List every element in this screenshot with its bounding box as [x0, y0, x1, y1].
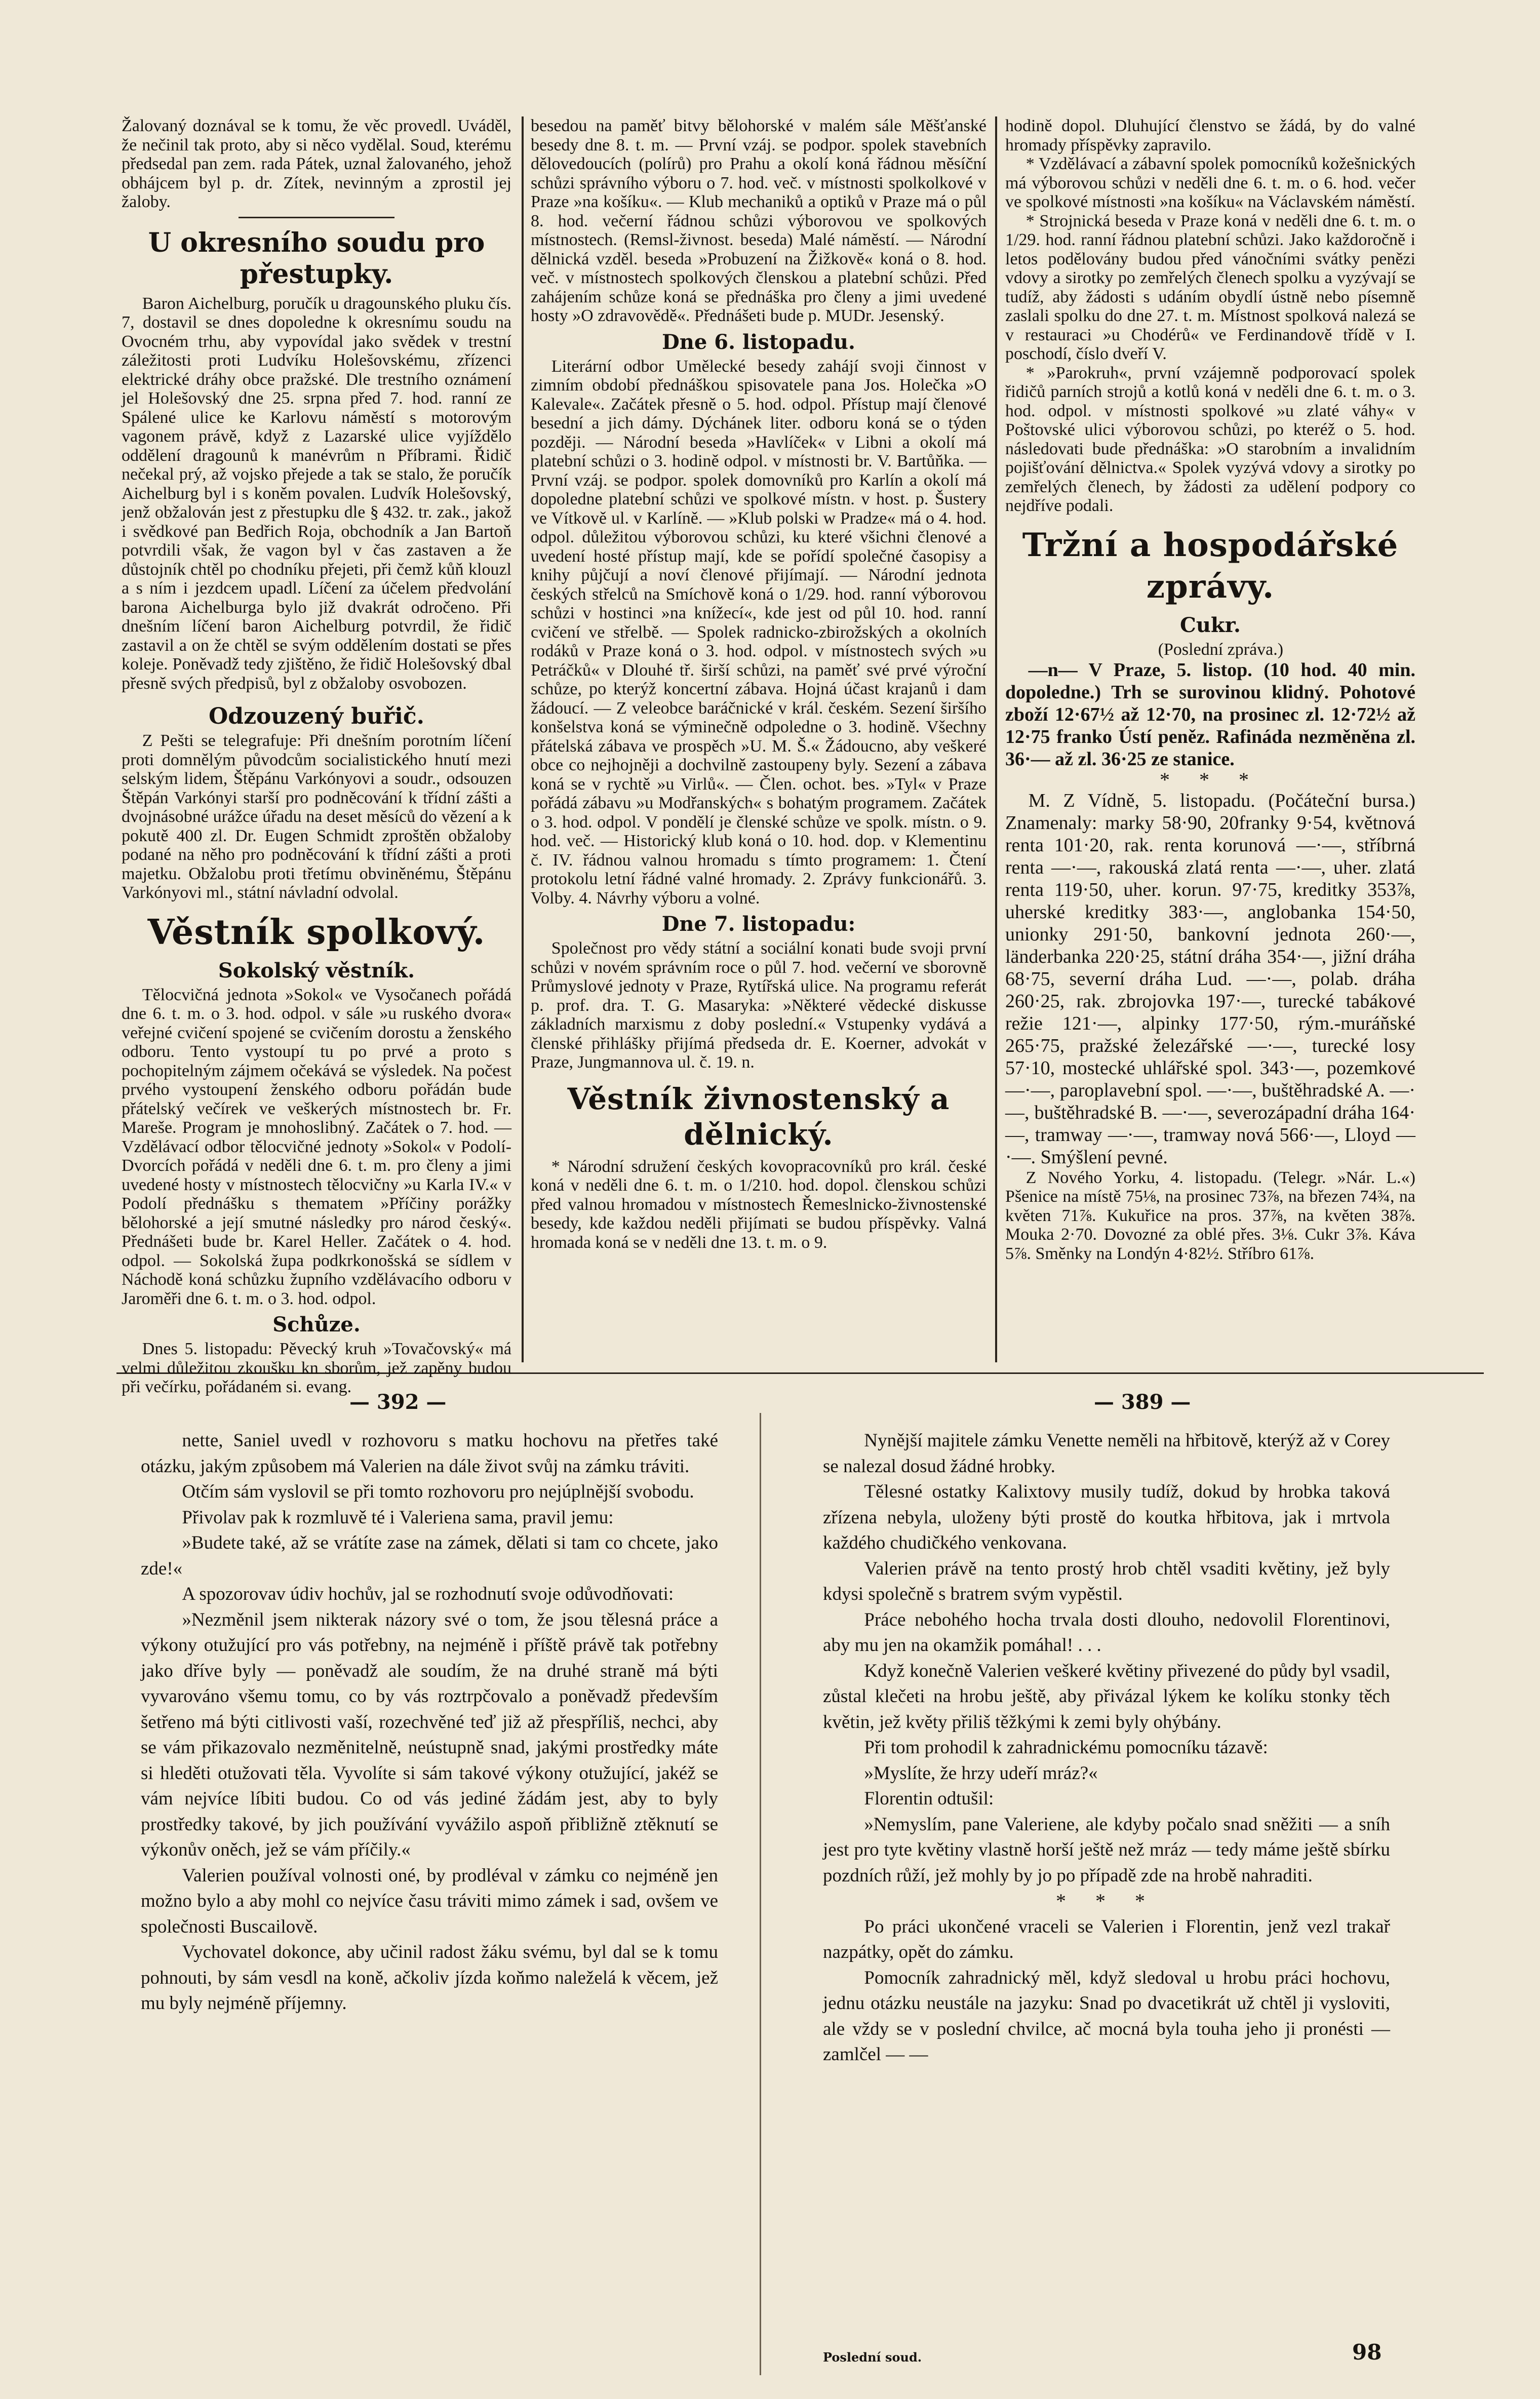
story-paragraph: Pomocník zahradnický měl, když sledoval u hrobu práci hochovu, jednu otázku neustále na jazyku: Snad po dvacetikrát už chtěl ji vysloviti, ale vždy se v poslední chvilce, ač mocná byla touha jeho ji pronésti — zamlčel — — [823, 1967, 1390, 2065]
story-page-left [141, 1428, 718, 2380]
vienna-bourse-report: M. Z Vídně, 5. listopadu. (Počáteční bursa.) Znamenaly: marky 58·90, 20franky 9·54, květnová renta 101·20, rak. renta korunová —·—, stříbrná renta —·—, rakouská zlatá renta —·—, uher. zlatá renta 119·50, uher. korun. 97·75, kreditky 353⅞, uherské kreditky 383·—, anglobanka 154·50, unionky 291·50, bankovní jednota 260·—, länderbanka 220·25, státní dráha 354·—, jižní dráha 68·75, severní dráha Lud. —·—, polab. dráha 260·25, rak. zbrojovka 197·—, turecké tabákové režie 121·—, alpinky 177·50, rým.-muráňské 265·75, pražské železářské —·—, turecké losy 57·10, mostecké uhlářské spol. 343·—, pozemkové —·—, paroplavební spol. —·—, buštěhradské A. —·—, buštěhradské B. —·—, severozápadní dráha 164·—, tramway —·—, tramway nová 566·—, Lloyd —·—. Smýšlení pevné. [1005, 790, 1415, 1168]
trade-notice-5: * »Parokruh«, první vzájemně podporovací spolek řidičů parních strojů a kotlů koná v neděli dne 6. t. m. o 3. hod. odpol. v místnosti spolkové »u zlaté váhy« v Poštovské ulici výborovou schůzi, po kteréž o 5. hod. následovati bude přednáška: »O starobním a invalidním pojišťování dělnictva.« Spolek vyzývá vdovy a sirotky po zemřelých členech, by žádosti za udělení podpory co nejdříve podali. [1005, 363, 1415, 515]
story-footer-label: Poslední soud. [823, 2350, 922, 2365]
story-paragraph: A spozorovav údiv hochův, jal se rozhodnutí svoje odůvodňovati: [182, 1584, 674, 1604]
news-column-3 [1005, 116, 1415, 1362]
heading-nov-7: Dne 7. listopadu: [661, 912, 856, 936]
story-paragraph: Vychovatel dokonce, aby učinil radost žáku svému, byl dal se k tomu pohnouti, by sám vesdl na koně, ačkoliv jízda koňmo naleželá k věcem, jež mu byly nejméně příjemny. [141, 1942, 718, 2014]
story-paragraph: »Budete také, až se vrátíte zase na zámek, dělati si tam co chcete, jako zde!« [141, 1532, 718, 1579]
story-paragraph: Otčím sám vyslovil se při tomto rozhovoru pro nejúplnější svobodu. [182, 1481, 694, 1502]
sugar-report-prague: —n— V Praze, 5. listop. (10 hod. 40 min. dopoledne.) Trh se surovinou klidný. Pohotové zboží 12·67½ až 12·70, na prosinec zl. 12·72½ až 12·75 franko Ústí peněz. Rafináda nezměněna zl. 36·— až zl. 36·25 ze stanice. [1005, 659, 1415, 770]
article-pest: Z Pešti se telegrafuje: Při dnešním porotním líčení proti domnělým původcům socialistického hnutí mezi selským lidem, Štěpánu Varkónyovi a soudr., odsouzen Štěpán Varkónyi starší pro podněcování k třídní zášti a dvojnásobné urážce úřadu na deset měsíců do vězení a k pokutě 400 zl. Dr. Eugen Schmidt zproštěn obžaloby podané na něho pro podněcování k třídní zášti a proti majetku. Obžalobu proti třetímu obviněnému, Štěpánu Varkónyovi ml., státní návladní odvolal. [122, 731, 511, 902]
heading-club-bulletin: Věstník spolkový. [147, 912, 486, 953]
heading-nov-6: Dne 6. listopadu. [662, 330, 855, 354]
story-paragraph: »Nemyslím, pane Valeriene, ale kdyby počalo snad sněžiti — a sníh jest pro tyte květiny vlastně horší ještě než mráz — tedy máme ještě sbírku pozdních růží, jež mohly by jo po případě zde na hrobě nahraditi. [823, 1814, 1390, 1886]
story-paragraph: »Myslíte, že hrzy udeří mráz?« [864, 1762, 1098, 1784]
heading-trade-bulletin: Věstník živnostenský a dělnický. [567, 1081, 950, 1152]
story-paragraph: Přivolav pak k rozmluvě té i Valeriena sama, pravil jemu: [182, 1507, 614, 1528]
sugar-subtitle: (Poslední zpráva.) [1158, 640, 1284, 659]
story-paragraph: Při tom prohodil k zahradnickému pomocníku tázavě: [864, 1737, 1268, 1758]
column-divider-2 [995, 116, 997, 1362]
story-paragraph: Valerien používal volnosti oné, by prodléval v zámku co nejméně jen možno bylo a aby mohl co nejvíce času tráviti mimo zámek i sad, ovšem ve společnosti Buscailově. [141, 1865, 718, 1937]
story-paragraph: »Nezměnil jsem nikterak názory své o tom, že jsou tělesná práce a výkony otužující pro vás potřebny, na nejméně i příště právě tak potřebny jako dříve byly — poněvadž ale soudím, že na druhé straně má býti vyvarováno všemu tomu, co by vás roztrpčovalo a poněvadž především šetřeno má býti citlivosti vaší, rozechvěné teď již až přespříliš, nechci, aby se vám přikazovalo nezměnitelně, neústupně snad, jakými prostředky máte si hleděti otužovati těla. Vyvolíte si sám takové výkony otužující, jakéž se vám nejvíce líbiti budou. Co od vás jediné žádám jest, aby to byly prostředky takové, by jich používání vyvážilo aspoň přibližně ztěknutí se výkonův oněch, jež se vám příčily.« [141, 1609, 718, 1860]
heading-sugar: Cukr. [1180, 613, 1241, 637]
news-column-1 [122, 116, 511, 1396]
story-paragraph: Po práci ukončené vraceli se Valerien i Florentin, jenž vezl trakař nazpátky, opět do zámku. [823, 1916, 1390, 1962]
page-number-right: — 389 — [1094, 1390, 1191, 1414]
court-report-intro: Žalovaný doznával se k tomu, že věc provedl. Uváděl, že nečinil tak proto, aby si něco vydělal. Soud, kterému předsedal pan zem. rada Pátek, uznal žalovaného, jehož obhájcem byl p. dr. Zítek, nevinným a zprostil jej žaloby. [122, 116, 511, 211]
story-stars: * * * [1056, 1890, 1157, 1912]
new-york-report: Z Nového Yorku, 4. listopadu. (Telegr. »Nár. L.«) Pšenice na místě 75⅛, na prosinec 73⅞, na březen 74¾, na květen 71⅞. Kukuřice na pros. 37⅞, na květen 38⅞. Mouka 2·70. Dovozné za oblé přes. 3⅛. Cukr 3⅞. Káva 5⅞. Směnky na Londýn 4·82½. Stříbro 61⅞. [1005, 1168, 1415, 1263]
heading-meetings: Schůze. [272, 1313, 361, 1336]
trade-notice-4: * Strojnická beseda v Praze koná v neděli dne 6. t. m. o 1/29. hod. ranní řádnou platební schůzi. Jako každoročně i letos podělovány budou před vánočními svátky penězi vdovy a sirotky po zemřelých členech spolku a vyzývají se tudíž, aby žádosti s udáním obydlí ústně nebo písemně zaslali spolku do dne 27. t. m. Místnost spolková nalezá se v restauraci »u Chodérů« ve Ferdinandově třídě v I. poschodí, číslo dveří V. [1005, 211, 1415, 363]
heading-district-court: U okresního soudu pro přestupky. [148, 227, 485, 290]
story-paragraph: Nynější majitele zámku Venette neměli na hřbitově, kterýž až v Corey se nalezal dosud žádné hrobky. [823, 1430, 1390, 1477]
rule [239, 217, 394, 218]
section-stars: * * * [1160, 768, 1261, 791]
trade-notice-2: hodině dopol. Dluhující členstvo se žádá, by do valné hromady příspěvky zapravilo. [1005, 116, 1415, 154]
column-divider-1 [522, 116, 524, 1362]
story-paragraph: Florentin odtušil: [864, 1788, 994, 1809]
heading-sokol-bulletin: Sokolský věstník. [218, 958, 415, 982]
story-footer-number: 98 [1352, 2340, 1382, 2365]
news-column-2 [531, 116, 986, 1362]
story-paragraph: Tělesné ostatky Kalixtovy musily tudíž, dokud by hrobka taková zřízena nebyla, uloženy býti prostě do koutka hřbitova, jak i mrtvola každého chudičkého venkovana. [823, 1481, 1390, 1553]
club-notices-3: Společnost pro vědy státní a sociální konati bude svoji první schůzi v novém správním roce o půl 7. hod. večerní ve sborovně Průmyslové jednoty v Praze, Rytířská ulice. Na programu referát p. prof. dra. T. G. Masaryka: »Některé vědecké diskusse základních marxismu z doby poslední.« Vstupenky vydává a členské přihlášky přijímá předseda dr. E. Koerner, advokát v Praze, Jungmannova ul. č. 19. n. [531, 939, 986, 1072]
club-notices-2: Literární odbor Umělecké besedy zahájí svoji činnost v zimním období přednáškou spisovatele pana Jos. Holečka »O Kalevale«. Začátek přesně o 5. hod. odpol. Přístup mají členové besední a jich dámy. Dýchánek liter. odboru koná se o týden později. — Národní beseda »Havlíček« v Libni a okolí má platební schůzi o 3. hodině odpol. v místnosti br. V. Bartůňka. — První vzáj. se podpor. spolek domovníků pro Karlín a okolí má dopoledne platební schůzi ve spolkové místn. v host. p. Šustery ve Vítkově ul. v Karlíně. — »Klub polski w Pradze« má o 4. hod. odpol. důležitou výborovou schůzi, ku které všichni členové a uvedení hosté přístup mají, kde se pořídí společné časopisy a knihy půjčují a noví členové přijímají. — Národní jednota českých střelců na Smíchově koná o 1/29. hod. ranní výborovou schůzi v hostinci »na knížecí«, kde jest od půl 10. hod. ranní cvičení ve střelbě. — Spolek radnicko-zbirožských a okolních rodáků v Praze koná o 3. hod. odpol. v místnostech svých »u Petráčků« v Dlouhé tř. širší schůzi, na paměť své prvé výroční schůze, po kterýž koncertní zábava. Hojná účast krajanů i dam žádoucí. — Z veleobce baráčnické v král. českém. Sezení širšího konšelstva koná se výminečně odpoledne o 3. hodině. Všechny přátelská zábava ve prospěch »U. M. Š.« Žádoucno, aby veškeré obce co nejhojněji a dochvilně zastoupeny byly. Sezení a zábava koná se v rychtě »u Virlů«. — Člen. ochot. bes. »Tyl« v Praze pořádá zábavu »u Modřanských« s bohatým programem. Začátek o 3. hod. odpol. V pondělí je členské schůze ve spolk. místn. o 9. hod. več. — Historický klub koná o 10. hod. dop. v Klementinu č. IV. řádnou valnou hromadu s tímto programem: 1. Čtení protokolu letní řádné valné hromady. 2. Zprávy funkcionářů. 3. Volby. 4. Návrhy výboru a volné. [531, 357, 986, 908]
story-paragraph: nette, Saniel uvedl v rozhovoru s matku hochovu na přetřes také otázku, jakým způsobem má Valerien na dále život svůj na zámku tráviti. [141, 1430, 718, 1477]
story-paragraph: Valerien právě na tento prostý hrob chtěl vsaditi květiny, jež byly kdysi společně s bratrem svým vypěstil. [823, 1558, 1390, 1604]
fold-divider [760, 1413, 761, 2375]
trade-notice-3: * Vzdělávací a zábavní spolek pomocníků kožešnických má výborovou schůzi v neděli dne 6. t. m. o 6. hod. večer ve spolkové místnosti »na košíku« na Václavském náměstí. [1005, 154, 1415, 211]
article-aichelburg: Baron Aichelburg, poručík u dragounského pluku čís. 7, dostavil se dnes dopoledne k okresnímu soudu na Ovocném trhu, aby vypovídal jako svědek v trestní záležitosti proti Ludvíku Holešovskému, zřízenci elektrické dráhy obce pražské. Dle trestního oznámení jel Holešovský dne 25. srpna před 7. hod. ranní ze Spálené ulice ke Karlovu náměstí s motorovým vagonem právě, když z Lazarské ulice vyjíždělo oddělení dragounů k manévrům n Příbrami. Řidič nečekal prý, až vojsko přejede a tak se stalo, že poručík Aichelburg byl i s koněm povalen. Ludvík Holešovský, jenž obžalován jest z přestupku dle § 432. tr. zak., jakož i svědkové pan Bedřich Roja, obchodník a Jan Bartoň potvrdili však, že vagon byl v čas zastaven a že důstojník chtěl po chodníku přejeti, při čemž kůň klouzl a s ním i jezdcem upadl. Líčení za účelem předvolání barona Aichelburga bylo již dvakrát odročeno. Při dnešním líčení baron Aichelburg potvrdil, že řidič zastavil a on že chtěl se svým oddělením dostati se přes koleje. Poněvadž tedy zjištěno, že řidič Holešovský dbal přesně svých předpisů, byl z obžaloby osvobozen. [122, 294, 511, 693]
article-meetings: Dnes 5. listopadu: Pěvecký kruh »Tovačovský« má velmi důležitou zkoušku kn sborům, jež zapěny budou při večírku, pořádaném si. evang. [122, 1340, 511, 1396]
story-page-right [823, 1428, 1390, 2330]
page-number-left: — 392 — [349, 1390, 447, 1414]
heading-sentenced-agitator: Odzouzený buřič. [208, 703, 425, 729]
trade-notice-1: * Národní sdružení českých kovopracovníků pro král. české koná v neděli dne 6. t. m. o 1/210. hod. dopol. členskou schůzi před valnou hromadou v místnostech Řemeslnicko-živnostenské besedy, kde každou neděli přijímati se budou příspěvky. Valná hromada koná se v neděli dne 13. t. m. o 9. [531, 1157, 986, 1252]
heading-market-reports: Tržní a hospodářské zprávy. [1022, 526, 1399, 606]
club-notices-1: besedou na paměť bitvy bělohorské v malém sále Měšťanské besedy dne 8. t. m. — První vzáj. se podpor. spolek stavebních dělovedoucích (polírů) pro Prahu a okolí koná řádnou měsíční schůzi správního výboru o 7. hod. več. v místnosti spolkolkové v Praze »na košíku«. — Klub mechaniků a optiků v Praze má o půl 8. hod. večerní řádnou schůzi výborovou ve spolkových místnostech. (Remsl-živnost. beseda) Malé náměstí. — Národní dělnická vzděl. beseda »Probuzení na Žižkově« koná o 8. hod. več. v místnostech spolkových členskou a platební schůzi. Před zahájením schůze koná se přednáška pro členy a jimi uvedené hosty »O zdravovědě«. Přednášeti bude p. MUDr. Jesenský. [531, 116, 986, 325]
article-sokol: Tělocvičná jednota »Sokol« ve Vysočanech pořádá dne 6. t. m. o 3. hod. odpol. v sále »u ruského dvora« veřejné cvičení spojené se cvičením dorostu a ženského odboru. Tento vystoupí tu po prvé a proto s pochopitelným zájmem očekává se výsledek. Na počest prvého vystoupení ženského odboru pořádán bude přátelský večírek ve veškerých místnostech br. Fr. Mareše. Program je mnohoslibný. Začátek o 7. hod. — Vzdělávací odbor tělocvičné jednoty »Sokol« v Podolí-Dvorcích pořádá v neděli dne 6. t. m. pro členy a jimi uvedené hosty v místnostech tělocvičny »u Karla IV.« v Podolí přednášku s thematem »Příčiny porážky bělohorské a její smutné následky pro národ český«. Přednášeti bude br. Karel Heller. Začátek o 4. hod. odpol. — Sokolská župa podkrkonošská se sídlem v Náchodě koná schůzku župního vzdělávacího odboru v Jaroměři dne 6. t. m. o 3. hod. odpol. [122, 985, 511, 1308]
story-paragraph: Práce nebohého hocha trvala dosti dlouho, nedovolil Florentinovi, aby mu jen na okamžik pomáhal! . . . [823, 1609, 1390, 1656]
story-paragraph: Když konečně Valerien veškeré květiny přivezené do půdy byl vsadil, zůstal klečeti na hrobu ještě, aby přivázal lýkem ke kolíku stonky těch květin, jež květy přiliš těžkými k zemi byly ohýbány. [823, 1660, 1390, 1733]
